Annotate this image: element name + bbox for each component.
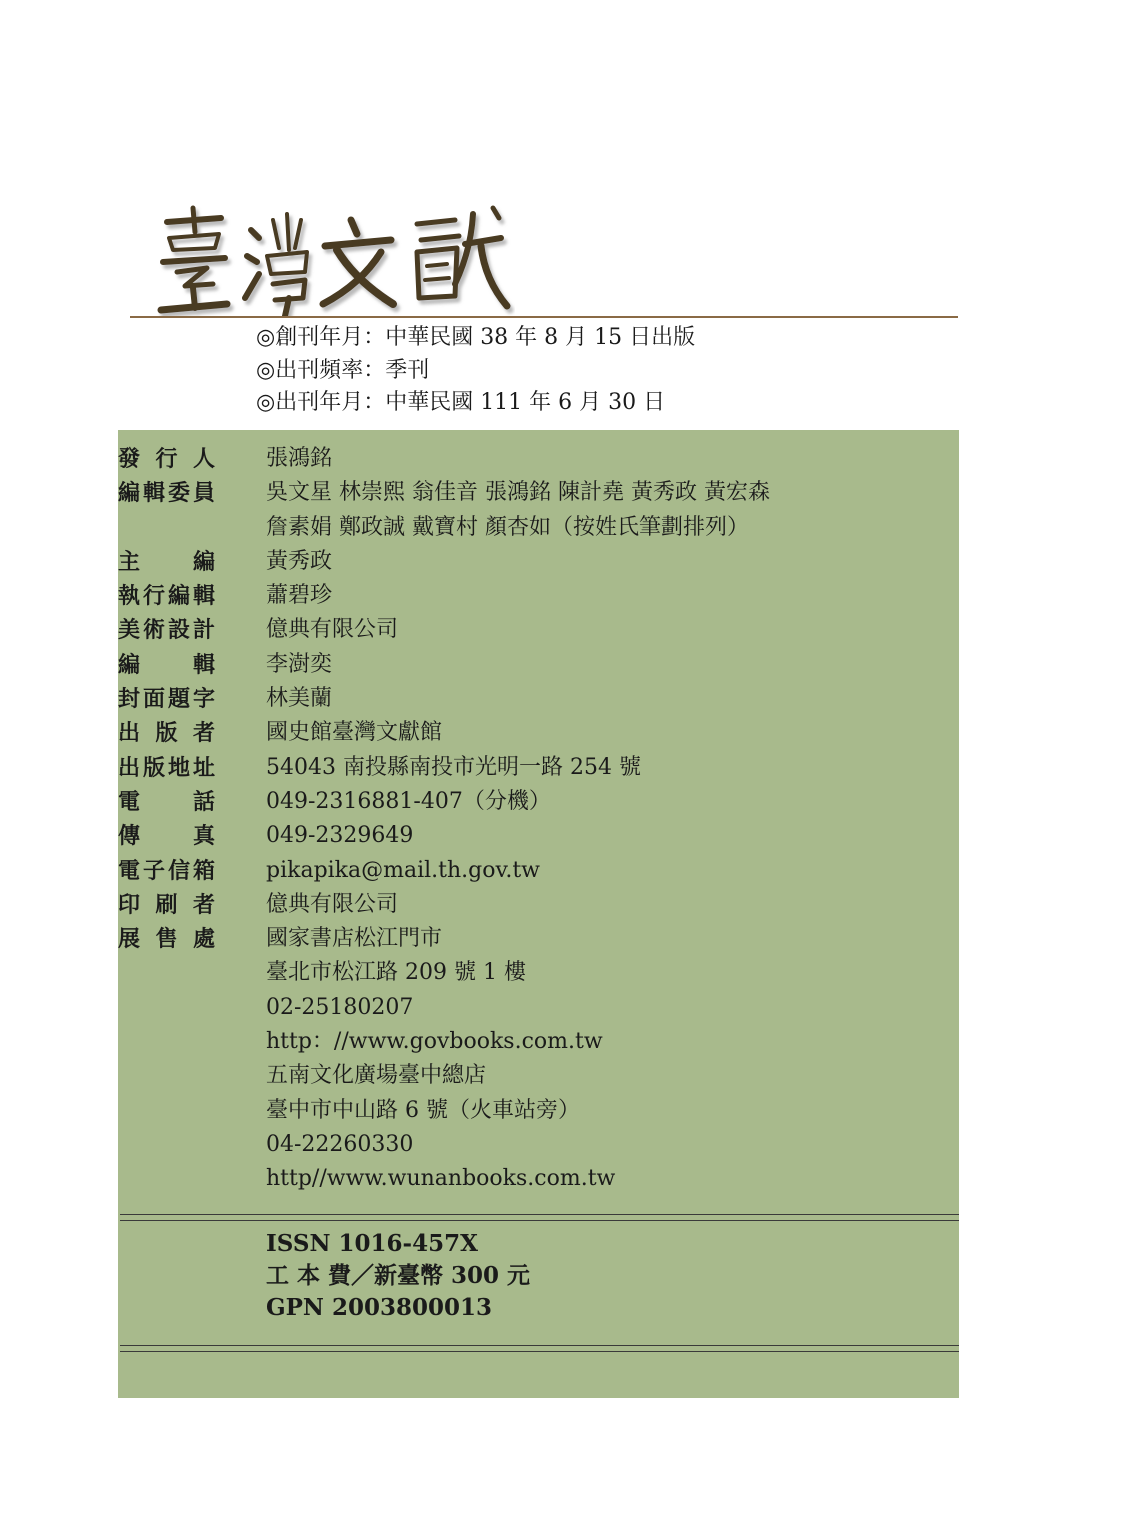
colophon-row bbox=[118, 579, 959, 613]
issue-date: ◎出刊年月：中華民國 111 年 6 月 30 日 bbox=[256, 390, 666, 415]
divider-top bbox=[120, 1214, 959, 1221]
colophon-row bbox=[118, 991, 959, 1025]
colophon-label: 印刷者 bbox=[118, 891, 215, 918]
website-link[interactable]: http//www.wunanbooks.com.tw bbox=[266, 1166, 616, 1192]
publication-info bbox=[266, 1228, 530, 1324]
colophon-value: 臺中市中山路 6 號（火車站旁） bbox=[266, 1097, 580, 1123]
issn: ISSN 1016-457X bbox=[266, 1230, 478, 1257]
colophon-row bbox=[118, 888, 959, 922]
colophon-row bbox=[118, 751, 959, 785]
colophon-label: 主編 bbox=[118, 548, 215, 575]
colophon-value: 億典有限公司 bbox=[266, 891, 399, 917]
colophon-label: 執行編輯 bbox=[118, 583, 215, 610]
colophon-value: 張鴻銘 bbox=[266, 446, 333, 471]
colophon-label: 展售處 bbox=[118, 926, 215, 953]
colophon-row bbox=[118, 1059, 959, 1093]
colophon-row bbox=[118, 785, 959, 819]
colophon-value: 國史館臺灣文獻館 bbox=[266, 720, 443, 746]
issue-meta bbox=[256, 322, 695, 420]
colophon-label: 封面題字 bbox=[118, 686, 215, 713]
colophon-value: 吳文星 林崇熙 翁佳音 張鴻銘 陳計堯 黃秀政 黃宏森 bbox=[266, 480, 770, 506]
logo-artwork bbox=[155, 200, 515, 318]
colophon-label: 美術設計 bbox=[118, 617, 215, 644]
colophon-label: 編輯委員 bbox=[118, 480, 215, 507]
colophon-row bbox=[118, 854, 959, 888]
colophon-row bbox=[118, 819, 959, 853]
colophon-label: 編輯 bbox=[118, 651, 215, 678]
divider-bottom bbox=[120, 1345, 959, 1352]
colophon-row bbox=[118, 956, 959, 990]
colophon-row bbox=[118, 511, 959, 545]
website-link[interactable]: http：//www.govbooks.com.tw bbox=[266, 1029, 603, 1055]
colophon-value: 五南文化廣場臺中總店 bbox=[266, 1063, 487, 1089]
colophon-row bbox=[118, 1025, 959, 1059]
gpn: GPN 2003800013 bbox=[266, 1294, 493, 1321]
colophon-value: 臺北市松江路 209 號 1 樓 bbox=[266, 960, 526, 986]
colophon-row bbox=[118, 648, 959, 682]
colophon-value: 02-25180207 bbox=[266, 994, 414, 1020]
colophon-value: 林美蘭 bbox=[266, 686, 333, 712]
colophon-row bbox=[118, 716, 959, 750]
colophon-value: 國家書店松江門市 bbox=[266, 926, 443, 952]
colophon-row bbox=[118, 476, 959, 510]
colophon-value: 黃秀政 bbox=[266, 548, 333, 574]
colophon-label: 電子信箱 bbox=[118, 857, 215, 884]
colophon-row bbox=[118, 1128, 959, 1162]
colophon-row bbox=[118, 545, 959, 579]
colophon-value: 049-2316881-407（分機） bbox=[266, 788, 551, 814]
colophon-value: 李澍奕 bbox=[266, 651, 333, 677]
colophon-value: 04-22260330 bbox=[266, 1131, 414, 1157]
title-divider bbox=[130, 316, 958, 318]
colophon-row bbox=[118, 682, 959, 716]
colophon-row bbox=[118, 442, 959, 476]
colophon-value: 詹素娟 鄭政誠 戴寶村 顏杏如（按姓氏筆劃排列） bbox=[266, 514, 749, 540]
calligraphy-logo bbox=[155, 200, 515, 318]
colophon-label: 傳真 bbox=[118, 823, 215, 850]
publication-frequency: ◎出刊頻率：季刊 bbox=[256, 357, 430, 383]
colophon-panel bbox=[118, 430, 959, 1398]
colophon-list bbox=[118, 442, 959, 1197]
colophon-row bbox=[118, 1162, 959, 1196]
price: 工 本 費／新臺幣 300 元 bbox=[266, 1262, 531, 1289]
colophon-label: 出版地址 bbox=[118, 754, 215, 781]
colophon-label: 發行人 bbox=[118, 446, 215, 472]
founding-date: ◎創刊年月：中華民國 38 年 8 月 15 日出版 bbox=[256, 325, 696, 350]
colophon-value: 蕭碧珍 bbox=[266, 583, 333, 609]
email-value[interactable]: pikapika@mail.th.gov.tw bbox=[266, 857, 540, 883]
colophon-row bbox=[118, 613, 959, 647]
colophon-row bbox=[118, 1094, 959, 1128]
colophon-row bbox=[118, 922, 959, 956]
colophon-value: 億典有限公司 bbox=[266, 617, 399, 643]
colophon-label: 出版者 bbox=[118, 720, 215, 747]
colophon-value: 54043 南投縣南投市光明一路 254 號 bbox=[266, 754, 641, 780]
colophon-value: 049-2329649 bbox=[266, 823, 414, 849]
colophon-label: 電話 bbox=[118, 788, 215, 815]
